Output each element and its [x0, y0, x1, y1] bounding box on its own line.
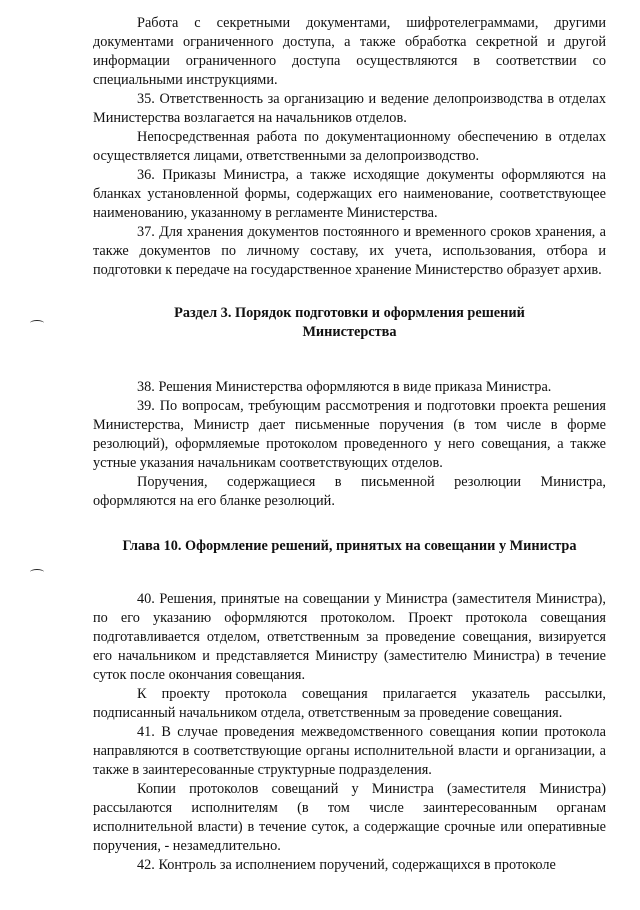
paragraph-37: 37. Для хранения документов постоянного и временного сроков хранения, а также документов по личному составу, их учета, использования, отбора и подготовки к передаче на государственное хранение Министерство образует архив.	[93, 224, 606, 278]
paragraph-39-resolutions: Поручения, содержащиеся в письменной резолюции Министра, оформляются на его бланке резолюций.	[93, 474, 606, 509]
paragraph-38: 38. Решения Министерства оформляются в виде приказа Министра.	[137, 379, 552, 395]
paragraph-42: 42. Контроль за исполнением поручений, содержащихся в протоколе	[137, 857, 556, 873]
paragraph-secret-documents: Работа с секретными документами, шифротелеграммами, другими документами ограниченного доступа, а также обработка секретной и другой информации ограниченного доступа осуществляются в соответствии со специальными инструкциями.	[93, 15, 606, 88]
margin-mark	[30, 569, 44, 575]
section-heading: Раздел 3. Порядок подготовки и оформления решений Министерства	[174, 305, 525, 340]
paragraph-41-copies: Копии протоколов совещаний у Министра (заместителя Министра) рассылаются исполнителям (в том числе заинтересованным органам исполнительной власти) в течение суток, а содержащие срочные или оперативные поручения, - незамедлительно.	[93, 781, 606, 854]
paragraph-41: 41. В случае проведения межведомственного совещания копии протокола направляются в соответствующие органы исполнительной власти и организации, а также в заинтересованные структурные подразделения.	[93, 724, 606, 778]
paragraph-35-work: Непосредственная работа по документационному обеспечению в отделах осуществляется лицами, ответственными за делопроизводство.	[93, 129, 606, 164]
paragraph-40-distribution: К проекту протокола совещания прилагается указатель рассылки, подписанный начальником отдела, ответственным за проведение совещания.	[93, 686, 606, 721]
paragraph-35: 35. Ответственность за организацию и ведение делопроизводства в отделах Министерства возлагается на начальников отделов.	[93, 91, 606, 126]
paragraph-39: 39. По вопросам, требующим рассмотрения и подготовки проекта решения Министерства, Министр дает письменные поручения (в том числе в форме резолюций), оформляемые протоколом проведенного у него совещания, а также устные указания начальникам соответствующих отделов.	[93, 398, 606, 471]
paragraph-36: 36. Приказы Министра, а также исходящие документы оформляются на бланках установленной формы, содержащих его наименование, соответствующее наименованию, указанному в регламенте Министерства.	[93, 167, 606, 221]
paragraph-40: 40. Решения, принятые на совещании у Министра (заместителя Министра), по его указанию оформляются протоколом. Проект протокола совещания подготавливается отделом, ответственным за проведение совещания, визируется его начальником и представляется Министру (заместителю Министра) в течение суток после окончания совещания.	[93, 591, 606, 683]
chapter-heading: Глава 10. Оформление решений, принятых на совещании у Министра	[122, 538, 577, 554]
margin-mark	[30, 320, 44, 326]
document-body	[93, 14, 606, 875]
